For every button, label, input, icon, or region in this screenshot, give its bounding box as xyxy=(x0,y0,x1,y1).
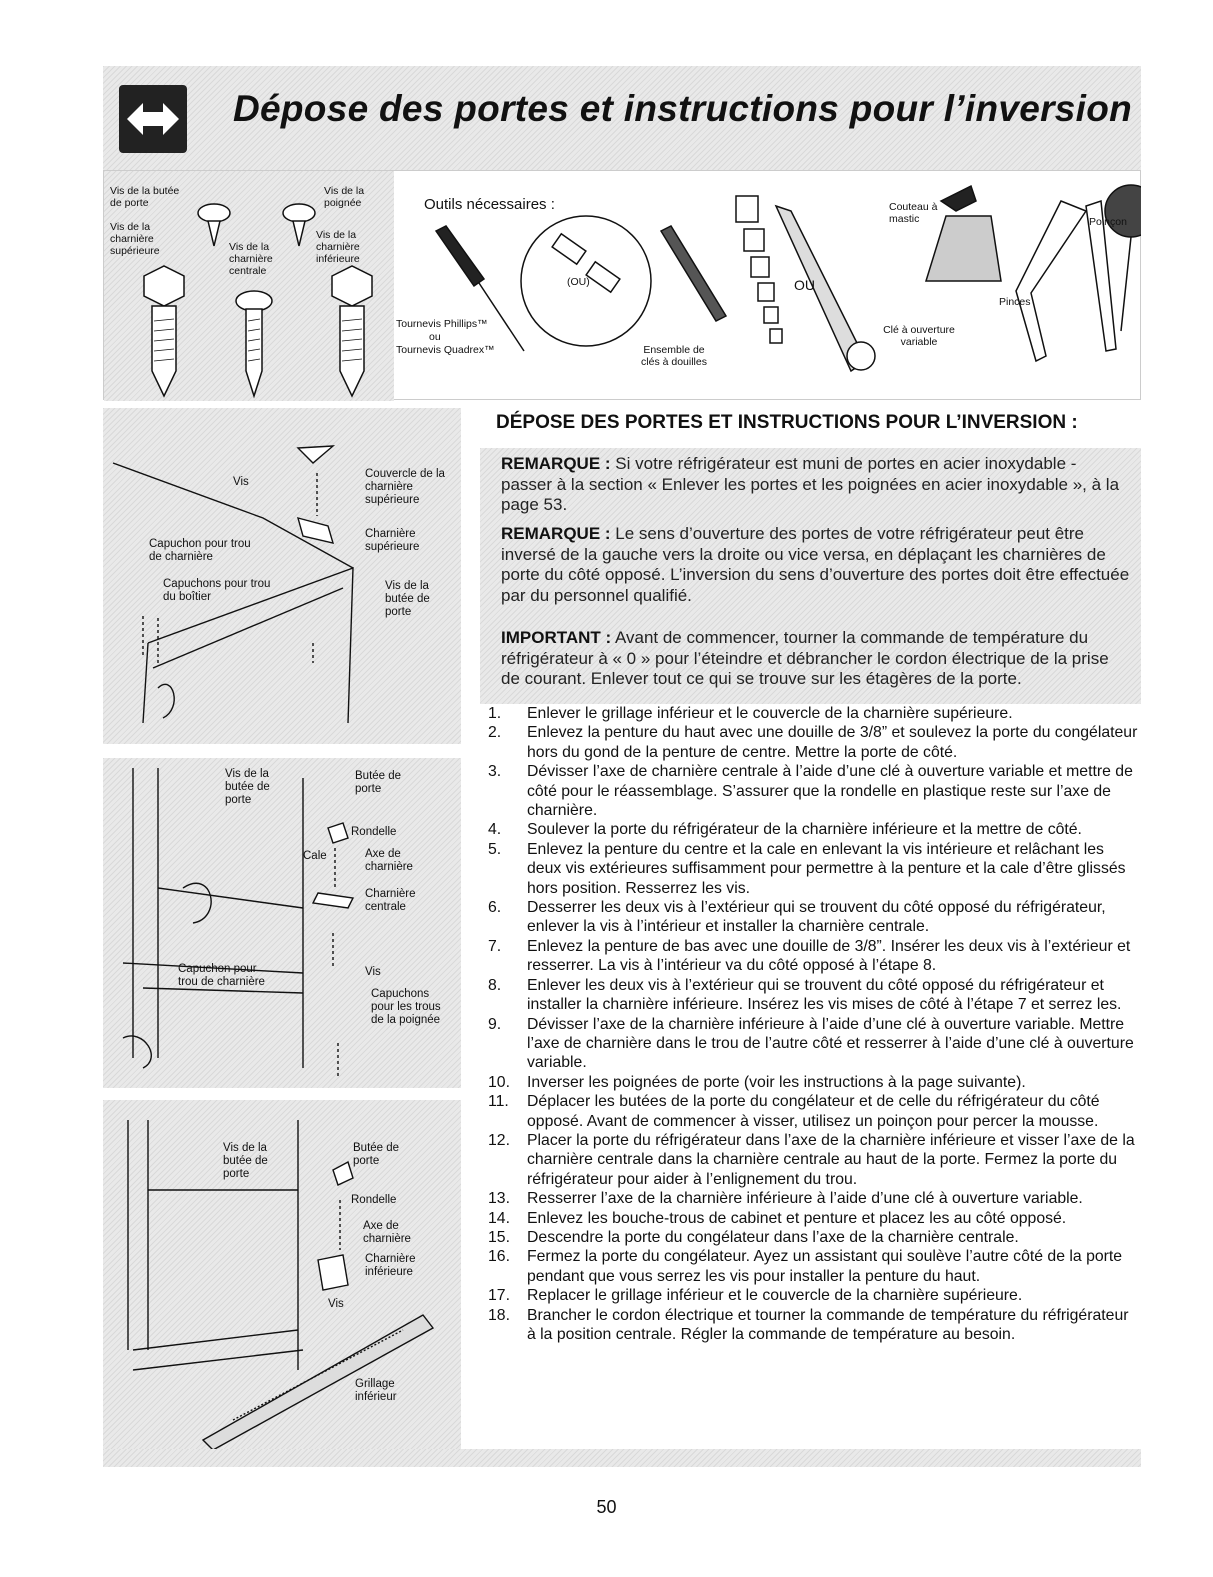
fig3-label-door-stop-screw: Vis de la butée de porte xyxy=(223,1142,268,1180)
page-title: Dépose des portes et instructions pour l’inversion xyxy=(233,88,1133,129)
fig3-label-bottom-hinge: Charnière inférieure xyxy=(365,1253,416,1278)
tools-label: Outils nécessaires : xyxy=(424,196,555,213)
note-label: REMARQUE : xyxy=(501,524,611,543)
page-number: 50 xyxy=(596,1497,617,1517)
step-text: Enlevez la penture du centre et la cale en enlevant la vis intérieure et relâchant les deux vis extérieures suffisamment pour permettre à la penture et la cale d’être glissés hors position. Resserrez les vis. xyxy=(527,840,1126,897)
figure-bottom-hinge xyxy=(103,1100,461,1450)
step-item xyxy=(488,1306,1138,1345)
step-number: 10. xyxy=(488,1073,510,1091)
label-pliers: Pinces xyxy=(999,296,1031,308)
step-text: Enlevez la penture du haut avec une douille de 3/8” et soulevez la porte du congélateur hors du gond de la penture de centre. Mettre la porte de côté. xyxy=(527,724,1138,761)
step-item xyxy=(488,1286,1138,1305)
step-text: Enlever les deux vis à l’extérieur qui se trouvent du côté opposé du réfrigérateur et installer la charnière inférieure. Insérez les vis mises de côté à l’étape 7 et serrez les. xyxy=(527,976,1122,1014)
fig2-label-door-stop-screw: Vis de la butée de porte xyxy=(225,768,270,806)
fig1-label-top-hinge: Charnière supérieure xyxy=(365,528,420,553)
label-quadrex-screwdriver: Tournevis Quadrex™ xyxy=(396,344,495,356)
label-center-hinge-screw: Vis de la charnière centrale xyxy=(229,241,273,277)
fig3-label-toe-grille: Grillage inférieur xyxy=(355,1378,397,1403)
step-item xyxy=(488,1189,1138,1208)
fig1-label-screw: Vis xyxy=(233,476,249,488)
fig2-label-shim: Cale xyxy=(303,850,327,862)
note-label: REMARQUE : xyxy=(501,454,611,473)
step-number: 9. xyxy=(488,1015,502,1033)
figure-center-hinge xyxy=(103,758,461,1088)
fig2-label-washer: Rondelle xyxy=(351,826,397,838)
step-item xyxy=(488,937,1138,976)
step-item xyxy=(488,840,1138,898)
step-item xyxy=(488,1209,1138,1228)
step-item xyxy=(488,976,1138,1015)
section-title: DÉPOSE DES PORTES ET INSTRUCTIONS POUR L’INVERSION : xyxy=(496,412,1078,433)
step-text: Desserrer les deux vis à l’extérieur qui se trouvent du côté opposé du réfrigérateur, enlever la vis à l’intérieur et installer la charnière centrale. xyxy=(527,899,1106,936)
step-number: 6. xyxy=(488,899,502,917)
step-item xyxy=(488,1092,1138,1131)
fig1-label-hinge-hole-cap: Capuchon pour trou de charnière xyxy=(149,538,251,563)
step-number: 18. xyxy=(488,1306,510,1324)
label-wrench: Clé à ouverture variable xyxy=(883,324,955,348)
note-label: IMPORTANT : xyxy=(501,628,612,647)
tools-illustration xyxy=(396,171,1141,401)
step-text: Dévisser l’axe de charnière centrale à l’aide d’une clé à ouverture variable et mettre de côté pour le réassemblage. S’assurer que la rondelle en plastique reste sur l’axe de charnière. xyxy=(527,763,1133,820)
note-stainless xyxy=(501,454,1131,516)
label-handle-screw: Vis de la poignée xyxy=(324,185,365,209)
step-item xyxy=(488,898,1138,937)
step-item xyxy=(488,820,1138,839)
step-number: 5. xyxy=(488,840,502,858)
step-text: Inverser les poignées de porte (voir les instructions à la page suivante). xyxy=(527,1073,1026,1091)
top-hinge-illustration xyxy=(103,408,461,744)
step-text: Dévisser l’axe de la charnière inférieure à l’aide d’une clé à ouverture variable. Mettre l’axe de charnière dans le trou de l’autre côté et resserrer à l’aide d’une clé à ouverture variable. xyxy=(527,1015,1134,1072)
bottom-bar xyxy=(103,1449,1141,1467)
label-top-hinge-screw: Vis de la charnière supérieure xyxy=(110,221,160,257)
step-number: 11. xyxy=(488,1093,509,1111)
page-header xyxy=(103,66,1141,170)
label-bottom-hinge-screw: Vis de la charnière inférieure xyxy=(316,229,360,265)
step-text: Enlevez les bouche-trous de cabinet et penture et placez les au côté opposé. xyxy=(527,1209,1067,1227)
figure-top-hinge xyxy=(103,408,461,744)
label-awl: Poinçon xyxy=(1089,216,1127,228)
step-number: 4. xyxy=(488,821,502,839)
note-text: Le sens d’ouverture des portes de votre réfrigérateur peut être inversé de la gauche vers la droite ou vice versa, en déplaçant les charnières de porte du côté opposé. L’inversion du sens d’ouverture des portes doit être effectuée par du personnel qualifié. xyxy=(501,524,1130,605)
fig3-label-hinge-pin: Axe de charnière xyxy=(363,1220,411,1245)
step-item xyxy=(488,1073,1138,1092)
step-number: 13. xyxy=(488,1190,510,1208)
double-arrow-icon xyxy=(119,85,187,153)
fig2-label-center-hinge: Charnière centrale xyxy=(365,888,416,913)
fig3-label-washer: Rondelle xyxy=(351,1194,397,1206)
fig1-label-cabinet-hole-caps: Capuchons pour trou du boîtier xyxy=(163,578,271,603)
note-text: Si votre réfrigérateur est muni de portes en acier inoxydable - passer à la section « Enlever les portes et les poignées en acier inoxydable », à la page 53. xyxy=(501,454,1120,514)
step-item xyxy=(488,723,1138,762)
step-number: 1. xyxy=(488,705,502,722)
step-text: Fermez la porte du congélateur. Ayez un assistant qui soulève l’autre côté de la porte pendant que vous serrez les vis pour installer la penture du haut. xyxy=(527,1248,1123,1285)
fig2-label-hinge-hole-cap: Capuchon pour trou de charnière xyxy=(178,963,265,988)
step-number: 7. xyxy=(488,937,502,955)
step-text: Descendre la porte du congélateur dans l’axe de la charnière centrale. xyxy=(527,1228,1019,1246)
step-number: 15. xyxy=(488,1228,510,1246)
step-text: Brancher le cordon électrique et tourner la commande de température du réfrigérateur à la position centrale. Régler la commande de température au besoin. xyxy=(527,1306,1129,1343)
step-text: Déplacer les butées de la porte du congélateur et de celle du réfrigérateur du côté opposé. Avant de commencer à visser, utilisez un poinçon pour percer la mousse. xyxy=(527,1093,1100,1130)
step-item xyxy=(488,1228,1138,1247)
step-item xyxy=(488,1131,1138,1189)
step-text: Replacer le grillage inférieur et le couvercle de la charnière supérieure. xyxy=(527,1287,1023,1305)
step-number: 14. xyxy=(488,1209,510,1227)
screws-illustration xyxy=(104,171,394,401)
fig2-label-door-stop: Butée de porte xyxy=(355,770,402,795)
step-number: 16. xyxy=(488,1248,510,1266)
tools-panel xyxy=(103,170,1141,400)
step-number: 2. xyxy=(488,724,502,742)
step-text: Soulever la porte du réfrigérateur de la charnière inférieure et la mettre de côté. xyxy=(527,821,1082,839)
fig1-label-top-hinge-cover: Couvercle de la charnière supérieure xyxy=(365,468,445,506)
step-item xyxy=(488,1247,1138,1286)
steps-list xyxy=(488,704,1138,1344)
label-socket-set: Ensemble de clés à douilles xyxy=(641,344,707,368)
label-bits-or: (OU) xyxy=(567,276,590,288)
step-text: Enlever le grillage inférieur et le couvercle de la charnière supérieure. xyxy=(527,705,1013,722)
step-number: 3. xyxy=(488,763,502,781)
notes-box xyxy=(480,448,1141,704)
step-item xyxy=(488,762,1138,820)
step-number: 8. xyxy=(488,976,502,994)
fig3-label-screw: Vis xyxy=(328,1298,344,1310)
step-item xyxy=(488,1015,1138,1073)
step-number: 17. xyxy=(488,1287,510,1305)
note-important xyxy=(501,628,1131,690)
label-or-2: OU xyxy=(794,277,815,293)
label-or-1: ou xyxy=(429,331,441,343)
screws-panel xyxy=(104,171,394,401)
fig2-label-screw: Vis xyxy=(365,966,381,978)
fig3-label-door-stop: Butée de porte xyxy=(353,1142,400,1167)
step-text: Resserrer l’axe de la charnière inférieure à l’aide d’une clé à ouverture variable. xyxy=(527,1190,1083,1208)
label-phillips-screwdriver: Tournevis Phillips™ xyxy=(396,318,488,330)
label-putty-knife: Couteau à mastic xyxy=(889,201,938,225)
note-reversal xyxy=(501,524,1131,606)
note-text: Avant de commencer, tourner la commande de température du réfrigérateur à « 0 » pour l’éteindre et débrancher le cordon électrique de la prise de courant. Enlever tout ce qui se trouve sur les étagères de la porte. xyxy=(501,628,1109,688)
step-text: Enlevez la penture de bas avec une douille de 3/8”. Insérer les deux vis à l’extérieur et resserrer. La vis à l’intérieur va du côté opposé à l’étape 8. xyxy=(527,937,1131,975)
center-hinge-illustration xyxy=(103,758,461,1088)
fig2-label-hinge-pin: Axe de charnière xyxy=(365,848,413,873)
label-door-stop-screw: Vis de la butée de porte xyxy=(110,185,180,209)
step-number: 12. xyxy=(488,1131,510,1149)
step-item xyxy=(488,704,1138,723)
step-text: Placer la porte du réfrigérateur dans l’axe de la charnière inférieure et visser l’axe de la charnière centrale dans la charnière centrale au haut de la porte. Fermez la porte du réfrigérateur pour aider à l’enlignement du trou. xyxy=(527,1131,1135,1188)
fig2-label-handle-hole-caps: Capuchons pour les trous de la poignée xyxy=(371,988,441,1026)
fig1-label-door-stop-screw: Vis de la butée de porte xyxy=(385,580,430,618)
